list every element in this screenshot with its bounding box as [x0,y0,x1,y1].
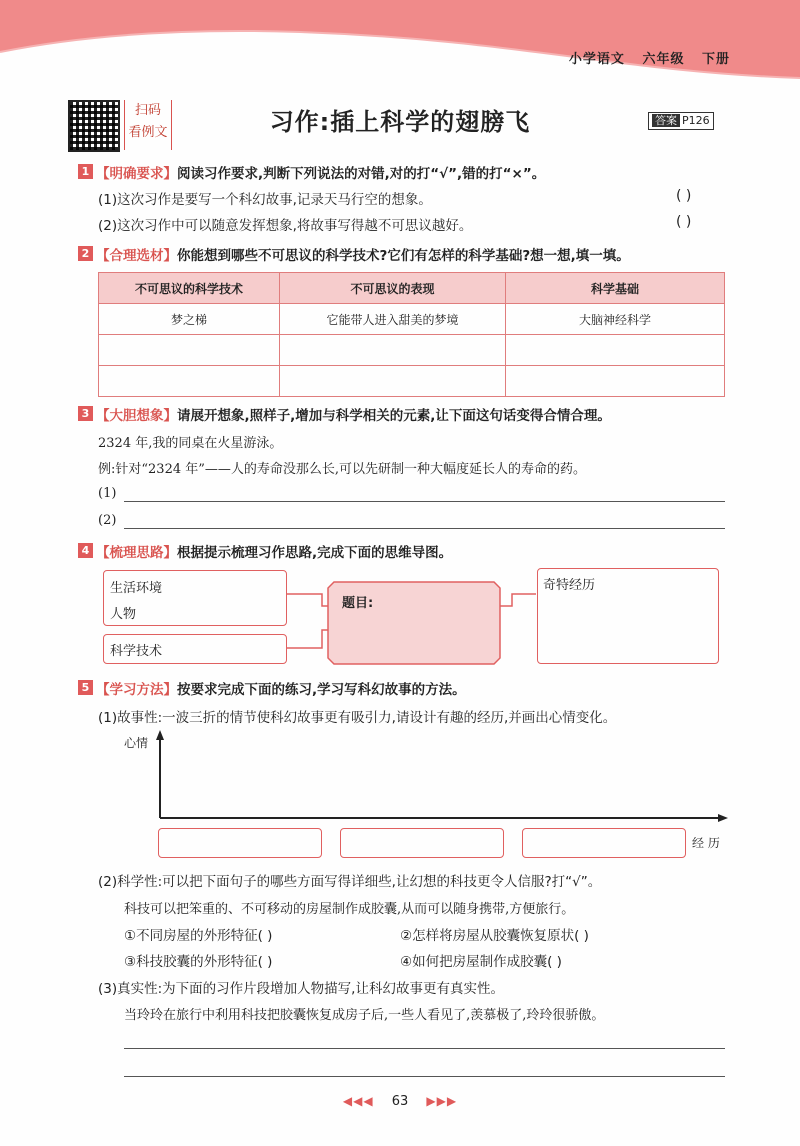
table-cell[interactable] [99,335,280,366]
mood-chart-axes[interactable] [150,728,730,828]
table-row[interactable] [99,335,725,366]
question-1-prompt [96,162,545,182]
mind-map-center-title[interactable]: 题目: [342,596,374,611]
question-2-tag: 【合理选材】 [96,248,177,264]
option-3[interactable]: ③科技胶囊的外形特征( ) [124,954,273,970]
question-5-prompt [96,678,466,698]
blank-label-1: (1) [98,486,117,501]
question-5-part-2: (2)科学性:可以把下面句子的哪些方面写得详细些,让幻想的科技更令人信服?打“√”。 [98,874,602,890]
question-number-3: 3 [78,406,93,421]
chart-y-label: 心情 [124,736,149,750]
experience-box-2[interactable] [340,828,504,858]
question-3-sentence: 2324 年,我的同桌在火星游泳。 [98,436,283,451]
question-5-tag: 【学习方法】 [96,682,177,698]
question-3-tag: 【大胆想象】 [96,408,177,424]
answer-line-3[interactable] [124,1048,725,1049]
answer-line-2[interactable] [124,528,725,529]
header-subject: 小学语文 [568,52,625,67]
table-row[interactable] [99,366,725,397]
table-row [99,304,725,335]
experience-box-3[interactable] [522,828,686,858]
question-1-item-2: (2)这次习作中可以随意发挥想象,将故事写得越不可思议越好。 [98,218,473,234]
table-cell[interactable] [99,366,280,397]
left-arrows-icon: ◀◀◀ [342,1094,374,1108]
header-band [0,0,800,80]
question-3-prompt [96,404,611,424]
question-number-1: 1 [78,164,93,179]
page-footer [0,1094,800,1109]
mind-map-label: 生活环境 [110,581,163,596]
mind-map-label: 人物 [110,607,137,622]
table-header-cell: 不可思议的科学技术 [99,273,280,304]
mind-map-box-technology[interactable] [103,634,287,664]
header-info [557,48,730,67]
page-title: 习作:插上科学的翅膀飞 [269,108,531,136]
header-volume: 下册 [701,52,730,67]
answer-reference [648,112,714,130]
question-4-prompt [96,541,452,561]
question-number-4: 4 [78,543,93,558]
page-number: 63 [391,1094,409,1109]
question-5-text: 按要求完成下面的练习,学习写科幻故事的方法。 [177,682,466,698]
qr-label-line1: 扫码 [134,103,161,118]
question-1-tag: 【明确要求】 [96,166,177,182]
table-header-cell: 不可思议的表现 [280,273,506,304]
right-arrows-icon: ▶▶▶ [426,1094,458,1108]
option-1[interactable]: ①不同房屋的外形特征( ) [124,928,273,944]
answer-paren-1[interactable]: ( ) [676,188,692,204]
answer-paren-2[interactable]: ( ) [676,214,692,230]
question-4-tag: 【梳理思路】 [96,545,177,561]
question-2-prompt [96,244,630,264]
question-5-part-3-sentence: 当玲玲在旅行中利用科技把胶囊恢复成房子后,一些人看见了,羡慕极了,玲玲很骄傲。 [124,1008,605,1023]
mind-map-box-experience[interactable] [537,568,719,664]
question-5-part-3: (3)真实性:为下面的习作片段增加人物描写,让科幻故事更有真实性。 [98,981,504,997]
question-1-text: 阅读习作要求,判断下列说法的对错,对的打“√”,错的打“×”。 [177,166,546,182]
question-5-part-1: (1)故事性:一波三折的情节使科幻故事更有吸引力,请设计有趣的经历,并画出心情变化。 [98,710,617,726]
mind-map-box-environment[interactable] [103,570,287,626]
question-2-text: 你能想到哪些不可思议的科学技术?它们有怎样的科学基础?想一想,填一填。 [177,248,630,264]
blank-label-2: (2) [98,513,117,528]
science-table [98,272,725,397]
question-3-example: 例:针对“2324 年”——人的寿命没那么长,可以先研制一种大幅度延长人的寿命的药。 [98,462,587,477]
mind-map-label: 科学技术 [110,644,163,659]
answer-label: 答案 [652,114,680,127]
mind-map-label: 奇特经历 [543,578,596,593]
question-4-text: 根据提示梳理习作思路,完成下面的思维导图。 [177,545,453,561]
question-3-text: 请展开想象,照样子,增加与科学相关的元素,让下面这句话变得合情合理。 [177,408,611,424]
table-cell[interactable] [280,366,506,397]
table-header-cell: 科学基础 [506,273,725,304]
table-cell: 它能带人进入甜美的梦境 [280,304,506,335]
chart-x-label: 经 历 [692,836,720,850]
experience-box-1[interactable] [158,828,322,858]
qr-label-line2: 看例文 [128,125,168,140]
table-cell[interactable] [280,335,506,366]
option-4[interactable]: ④如何把房屋制作成胶囊( ) [400,954,562,970]
header-grade: 六年级 [642,52,685,67]
question-1-item-1: (1)这次习作是要写一个科幻故事,记录天马行空的想象。 [98,192,432,208]
question-number-5: 5 [78,680,93,695]
table-cell[interactable] [506,366,725,397]
option-2[interactable]: ②怎样将房屋从胶囊恢复原状( ) [400,928,589,944]
table-header-row [99,273,725,304]
answer-line-1[interactable] [124,501,725,502]
table-cell[interactable] [506,335,725,366]
table-cell: 大脑神经科学 [506,304,725,335]
question-5-part-2-sentence: 科技可以把笨重的、不可移动的房屋制作成胶囊,从而可以随身携带,方便旅行。 [124,902,575,917]
question-number-2: 2 [78,246,93,261]
answer-line-4[interactable] [124,1076,725,1077]
table-cell: 梦之梯 [99,304,280,335]
answer-page: P126 [682,114,710,127]
